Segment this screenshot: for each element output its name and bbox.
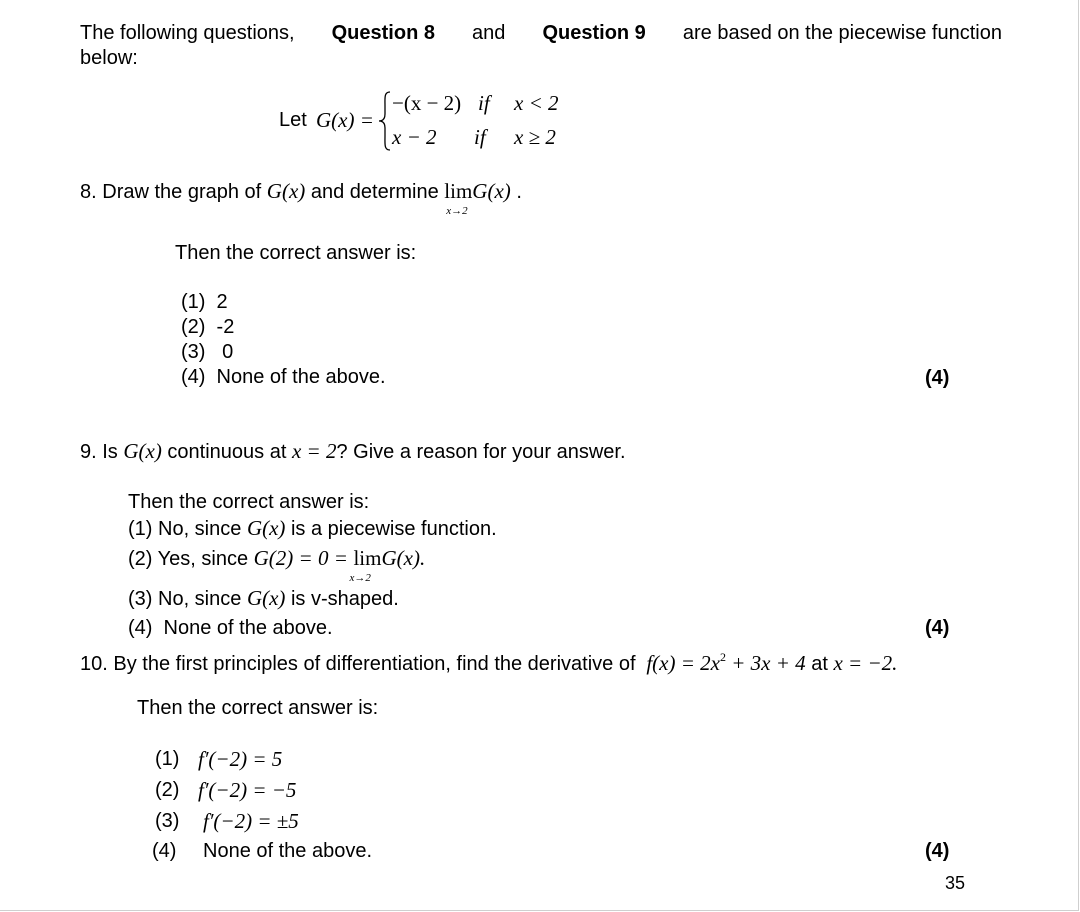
brace-icon [378,90,392,152]
q10-prompt: Then the correct answer is: [137,697,379,719]
q8-option-4: (4) None of the above. [181,366,386,388]
q9-text-a: Is [102,441,118,463]
intro-post: are based on the piecewise function [682,22,1002,44]
q10-opt4-label: (4) [152,840,177,862]
q8-text-a: Draw the graph of [102,181,262,203]
q9-option-3 [128,586,399,611]
q10-marks: (4) [925,840,950,862]
q10-text-a: By the first principles of differentiation, find the derivative of [113,653,636,675]
q10-fx [641,651,806,675]
q8-lim-sub: x→2 [446,205,468,217]
q9-prompt: Then the correct answer is: [128,491,370,513]
q8-option-3: (3) 0 [181,341,234,363]
page-number: 35 [945,873,966,893]
q9-opt2-gx: G(x). [381,546,426,570]
q9-opt2-a: (2) Yes, since [128,548,249,570]
q9-text-b: continuous at [167,441,287,463]
q10-opt2-label: (2) [155,779,180,801]
q10-opt1-label: (1) [155,748,180,770]
q8-text-b: and determine [310,181,439,203]
q9-opt3-b: is v-shaped. [290,588,399,610]
q8-marks: (4) [925,367,950,389]
q9-statement [80,439,626,464]
q9-opt3-a: (3) No, since [128,588,242,610]
q10-opt4-text: None of the above. [203,840,373,862]
case1-if: if [478,91,490,115]
case2-cond: x ≥ 2 [514,125,556,149]
q8-statement [80,179,522,217]
intro-line-1 [80,21,1002,45]
q9-opt2-limit [349,546,426,584]
intro-q8: Question 8 [331,22,435,44]
q8-option-1: (1) 2 [181,291,228,313]
q10-text-b: at [811,653,828,675]
q9-opt3-gx: G(x) [246,586,286,610]
q9-gx: G(x) [123,439,162,463]
q8-gx: G(x) [266,179,306,203]
q9-option-2 [128,546,426,584]
q10-opt3-math: f′(−2) = ±5 [203,809,299,833]
q10-fx-sup: 2 [719,650,726,664]
q8-lim-gx: G(x) [472,179,511,203]
piecewise-lhs: G(x) = [316,108,374,132]
q9-number: 9. [80,441,97,463]
intro-pre: The following questions, [80,22,295,44]
intro-line-2: below: [80,47,138,69]
q10-number: 10. [80,653,108,675]
q9-opt2-math: G(2) = 0 = [253,546,348,570]
q8-prompt: Then the correct answer is: [175,242,417,264]
q10-at-val: x = −2. [833,651,898,675]
q9-opt2-lim: lim [353,546,382,570]
q10-opt1-math: f′(−2) = 5 [198,747,283,771]
q9-option-4: (4) None of the above. [128,617,333,639]
q8-dot: . [516,181,522,203]
q9-opt2-lim-sub: x→2 [349,572,371,584]
q10-opt3-label: (3) [155,810,180,832]
intro-and: and [472,22,506,44]
q10-fx-b: + 3x + 4 [725,651,806,675]
case1-expr: −(x − 2) [392,91,462,115]
case1-cond: x < 2 [514,91,559,115]
q9-opt1-gx: G(x) [246,516,286,540]
case2-if: if [474,125,486,149]
piecewise-let: Let [279,109,307,131]
q8-number: 8. [80,181,97,203]
q9-opt1-b: is a piecewise function. [290,518,497,540]
q9-option-1 [128,516,497,541]
q9-opt1-a: (1) No, since [128,518,242,540]
q9-cond: x = 2 [291,439,337,463]
intro-q9: Question 9 [542,22,646,44]
q10-fx-a: f(x) = 2x [646,651,720,675]
q9-text-c: ? Give a reason for your answer. [336,441,626,463]
q8-option-2: (2) -2 [181,316,235,338]
q10-opt2-math: f′(−2) = −5 [198,778,297,802]
q9-marks: (4) [925,617,950,639]
q8-lim: lim [444,179,473,203]
q8-limit [444,179,511,217]
case2-expr: x − 2 [392,125,437,149]
q10-statement [80,645,897,676]
